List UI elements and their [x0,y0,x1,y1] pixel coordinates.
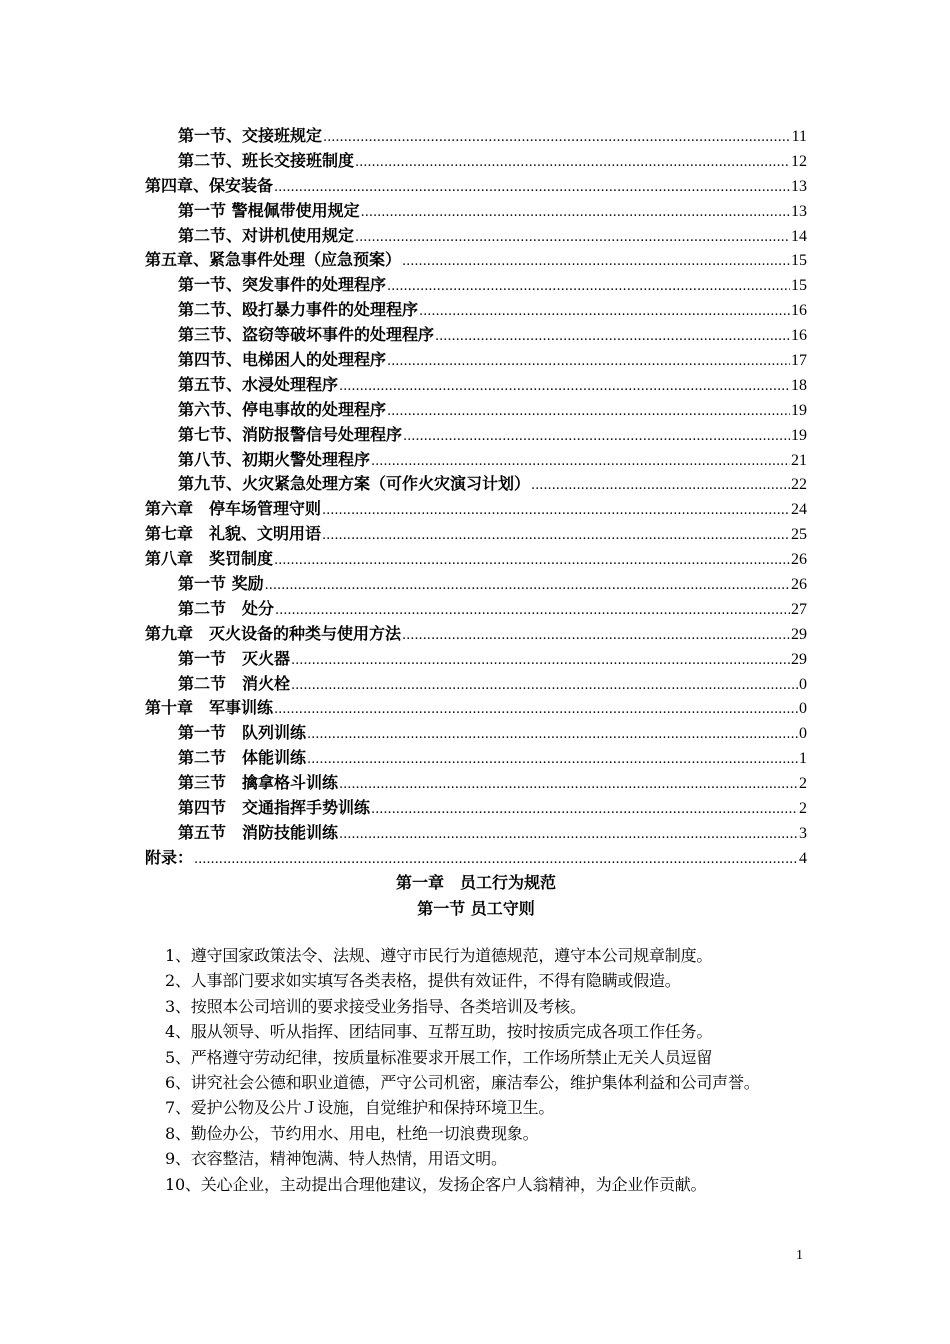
toc-entry[interactable] [145,821,807,846]
toc-leader-dots [371,798,798,823]
toc-entry-title: 第八节、初期火警处理程序 [178,449,371,469]
toc-entry[interactable] [145,771,807,796]
toc-entry-title: 第二节 处分 [178,598,275,618]
toc-entry-title: 第二节、对讲机使用规定 [178,225,355,245]
toc-entry-title: 第四节 交通指挥手势训练 [178,798,371,818]
toc-entry[interactable] [145,199,807,224]
toc-entry[interactable] [145,597,807,622]
toc-entry-page: 13 [791,202,807,220]
toc-entry[interactable] [145,622,807,647]
toc-entry-title: 第五章、紧急事件处理（应急预案） [145,250,402,270]
toc-entry-title: 第四章、保安装备 [145,175,274,195]
toc-entry[interactable] [145,373,807,398]
toc-leader-dots [307,723,798,748]
toc-entry[interactable] [145,348,807,373]
toc-entry-page: 26 [791,551,807,569]
rule-paragraph: 10、关心企业，主动提出合理他建议，发扬企客户人翁精神，为企业作贡献。 [165,1174,707,1194]
toc-entry[interactable] [145,497,807,522]
toc-entry[interactable] [145,248,807,273]
toc-entry-title: 第二节、班长交接班制度 [178,150,355,170]
toc-entry[interactable] [145,124,807,149]
toc-entry[interactable] [145,174,807,199]
toc-entry-title: 第六章 停车场管理守则 [145,499,322,519]
rule-paragraph: 9、衣容整洁，精神饱满、特人热情，用语文明。 [165,1149,507,1169]
toc-entry[interactable] [145,472,807,497]
toc-entry-title: 第一节 警棍佩带使用规定 [178,200,360,220]
toc-leader-dots [371,450,790,475]
toc-leader-dots [403,425,790,450]
toc-entry-title: 第五节、水浸处理程序 [178,374,339,394]
toc-entry-page: 16 [791,302,807,320]
section-heading: 第一节 员工守则 [417,899,535,918]
toc-leader-dots [307,748,798,773]
toc-entry-title: 第八章 奖罚制度 [145,549,274,569]
toc-leader-dots [291,674,798,699]
toc-entry-page: 24 [791,501,807,519]
toc-entry-title: 第九节、火灾紧急处理方案（可作火灾演习计划） [178,474,531,494]
toc-leader-dots [322,524,790,549]
toc-leader-dots [531,474,790,499]
toc-leader-dots [402,250,790,275]
toc-entry[interactable] [145,721,807,746]
toc-leader-dots [435,325,790,350]
toc-entry-page: 13 [791,177,807,195]
toc-entry-page: 12 [791,152,807,170]
toc-entry-page: 26 [791,576,807,594]
toc-entry[interactable] [145,672,807,697]
toc-leader-dots [387,350,790,375]
toc-leader-dots [274,549,790,574]
toc-entry[interactable] [145,846,807,871]
toc-entry-title: 第四节、电梯困人的处理程序 [178,350,387,370]
toc-entry-page: 15 [791,252,807,270]
toc-entry[interactable] [145,572,807,597]
toc-entry-title: 第一节、交接班规定 [178,126,323,145]
rule-paragraph: 7、爱护公物及公片Ｊ设施，自觉维护和保持环境卫生。 [165,1098,555,1118]
toc-entry-title: 第五节 消防技能训练 [178,822,339,842]
toc-entry-title: 第二节 消火栓 [178,673,291,693]
toc-entry-page: 16 [791,327,807,345]
toc-entry-page: 0 [799,725,807,743]
toc-entry-page: 2 [799,775,807,793]
body-text [145,943,809,1197]
toc-entry-title: 第二节 体能训练 [178,748,307,768]
toc-leader-dots [323,126,791,151]
toc-leader-dots [274,176,790,201]
page-number: 1 [796,1248,803,1263]
toc-entry-page: 29 [791,650,807,668]
toc-leader-dots [387,275,790,300]
toc-entry-page: 19 [791,401,807,419]
toc-leader-dots [291,649,790,674]
toc-entry-page: 18 [791,376,807,394]
toc-entry-page: 4 [799,849,807,867]
toc-entry[interactable] [145,398,807,423]
toc-entry-title: 第三节 擒拿格斗训练 [178,773,339,793]
toc-entry-title: 第七章 礼貌、文明用语 [145,524,322,544]
toc-entry[interactable] [145,323,807,348]
rule-paragraph: 2、人事部门要求如实填写各类表格，提供有效证件，不得有隐瞒或假造。 [165,971,681,991]
toc-entry-page: 25 [791,526,807,544]
toc-leader-dots [402,624,790,649]
toc-leader-dots [339,375,790,400]
toc-entry[interactable] [145,522,807,547]
toc-entry-page: 2 [799,800,807,818]
toc-leader-dots [275,599,790,624]
toc-entry-title: 附录： [145,847,194,867]
rule-paragraph: 3、按照本公司培训的要求接受业务指导、各类培训及考核。 [165,996,586,1016]
toc-entry[interactable] [145,224,807,249]
chapter-heading: 第一章 员工行为规范 [395,873,556,892]
toc-entry-page: 11 [791,128,807,145]
toc-entry-title: 第七节、消防报警信号处理程序 [178,424,403,444]
toc-entry[interactable] [145,647,807,672]
toc-leader-dots [355,226,790,251]
toc-entry-page: 21 [791,451,807,469]
toc-entry-page: 19 [791,426,807,444]
toc-entry-page: 3 [799,824,807,842]
toc-leader-dots [361,201,790,226]
toc-entry-title: 第二节、殴打暴力事件的处理程序 [178,300,419,320]
toc-leader-dots [265,574,790,599]
toc-entry[interactable] [145,273,807,298]
toc-entry-page: 14 [791,227,807,245]
toc-entry-page: 27 [791,600,807,618]
toc-leader-dots [322,499,790,524]
toc-entry-title: 第一节、突发事件的处理程序 [178,275,387,295]
toc-entry[interactable] [145,696,807,721]
toc-leader-dots [387,400,790,425]
toc-entry-page: 15 [791,277,807,295]
toc-entry[interactable] [145,796,807,821]
toc-entry-page: 0 [799,700,807,718]
toc-leader-dots [419,300,790,325]
toc-entry[interactable] [145,423,807,448]
toc-entry-title: 第一节 队列训练 [178,723,307,743]
toc-entry-page: 0 [799,675,807,693]
rule-paragraph: 8、勤俭办公，节约用水、用电，杜绝一切浪费现象。 [165,1123,539,1143]
rule-paragraph: 6、讲究社会公德和职业道德，严守公司机密，廉洁奉公，维护集体利益和公司声誉。 [165,1073,760,1093]
toc-entry[interactable] [145,298,807,323]
toc-leader-dots [355,151,790,176]
toc-entry[interactable] [145,448,807,473]
toc-entry[interactable] [145,746,807,771]
toc-entry-page: 22 [791,476,807,494]
table-of-contents [145,124,807,871]
toc-entry-title: 第三节、盗窃等破坏事件的处理程序 [178,325,435,345]
toc-entry[interactable] [145,149,807,174]
toc-entry[interactable] [145,547,807,572]
toc-entry-page: 17 [791,352,807,370]
toc-leader-dots [194,848,798,873]
toc-entry-title: 第六节、停电事故的处理程序 [178,399,387,419]
toc-entry-title: 第一节 奖励 [178,574,264,594]
toc-leader-dots [274,698,798,723]
toc-entry-title: 第一节 灭火器 [178,648,291,668]
toc-entry-page: 29 [791,625,807,643]
toc-entry-title: 第九章 灭火设备的种类与使用方法 [145,623,402,643]
rule-paragraph: 1、遵守国家政策法令、法规、遵守市民行为道德规范，遵守本公司规章制度。 [165,946,713,965]
rule-paragraph: 4、服从领导、听从指挥、团结同事、互帮互助，按时按质完成各项工作任务。 [165,1022,713,1042]
rule-paragraph: 5、严格遵守劳动纪律，按质量标准要求开展工作，工作场所禁止无关人员逗留 [165,1047,713,1067]
toc-entry-title: 第十章 军事训练 [145,698,274,718]
toc-entry-page: 1 [799,750,807,768]
toc-leader-dots [339,823,798,848]
toc-leader-dots [339,773,798,798]
